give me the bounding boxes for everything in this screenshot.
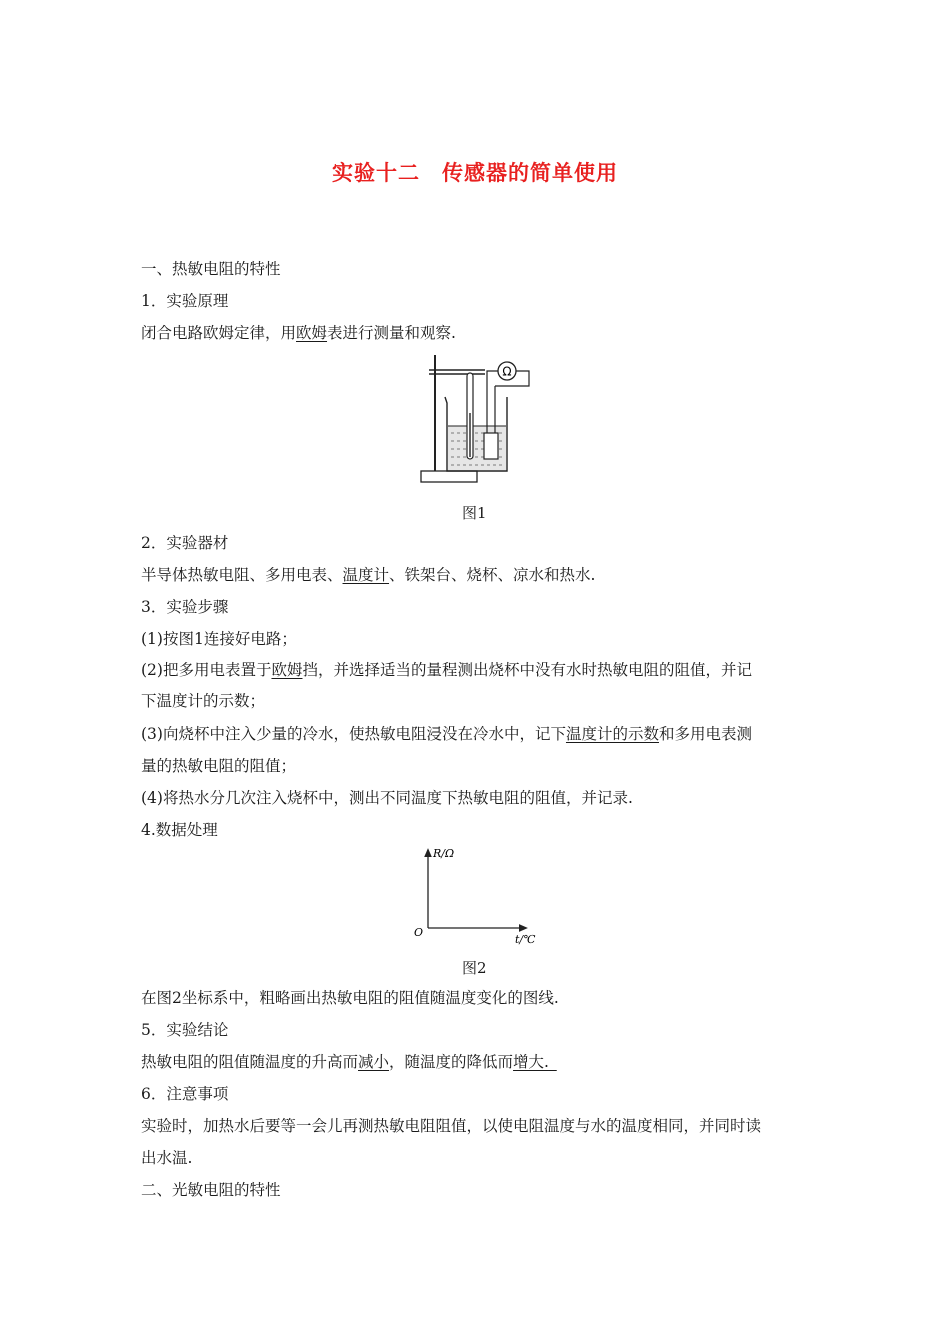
section2-heading: 二、光敏电阻的特性 xyxy=(141,1181,281,1199)
step-4: (4)将热水分几次注入烧杯中，测出不同温度下热敏电阻的阻值，并记录. xyxy=(141,789,633,807)
notes-line-2: 出水温. xyxy=(141,1149,193,1167)
conclusion-text: 热敏电阻的阻值随温度的升高而减小，随温度的降低而增大. xyxy=(141,1053,549,1071)
equipment-text: 半导体热敏电阻、多用电表、温度计、铁架台、烧杯、凉水和热水. xyxy=(141,566,596,584)
data-processing-text: 在图2坐标系中，粗略画出热敏电阻的阻值随温度变化的图线. xyxy=(141,989,559,1007)
figure-1-caption: 图1 xyxy=(462,504,487,522)
step-3: (3)向烧杯中注入少量的冷水，使热敏电阻浸没在冷水中，记下温度计的示数和多用电表测 xyxy=(141,725,752,743)
answer-blank: 温度计的示数 xyxy=(565,725,659,743)
ohm-symbol: Ω xyxy=(502,364,512,379)
conclusion-heading: 5．实验结论 xyxy=(141,1021,229,1039)
y-axis-label: R/Ω xyxy=(433,847,455,860)
step-2: (2)把多用电表置于欧姆挡，并选择适当的量程测出烧杯中没有水时热敏电阻的阻值，并记 xyxy=(141,661,752,679)
answer-blank: 增大. xyxy=(513,1053,549,1071)
page-title: 实验十二 传感器的简单使用 xyxy=(332,161,618,185)
figure-2-axes xyxy=(410,846,540,946)
answer-blank: 温度计 xyxy=(342,566,390,584)
step-3-continued: 量的热敏电阻的阻值； xyxy=(141,757,297,775)
origin-label: O xyxy=(414,926,424,939)
x-axis-label: t/℃ xyxy=(515,933,536,946)
step-1: (1)按图1连接好电路； xyxy=(141,630,297,648)
data-processing-heading: 4.数据处理 xyxy=(141,821,218,839)
principle-text: 闭合电路欧姆定律，用欧姆表进行测量和观察. xyxy=(141,324,456,342)
thermistor xyxy=(484,433,498,459)
answer-blank: 减小 xyxy=(358,1053,390,1071)
figure-1-apparatus xyxy=(415,353,535,488)
notes-line-1: 实验时，加热水后要等一会儿再测热敏电阻阻值，以使电阻温度与水的温度相同，并同时读 xyxy=(141,1117,762,1135)
steps-heading: 3．实验步骤 xyxy=(141,598,229,616)
section1-heading: 一、热敏电阻的特性 xyxy=(141,260,281,278)
answer-blank: 欧姆 xyxy=(296,324,328,342)
principle-heading: 1．实验原理 xyxy=(141,292,229,310)
equipment-heading: 2．实验器材 xyxy=(141,534,229,552)
stand-base xyxy=(421,471,477,482)
answer-blank: 欧姆 xyxy=(271,661,303,679)
notes-heading: 6．注意事项 xyxy=(141,1085,229,1103)
step-2-continued: 下温度计的示数； xyxy=(141,692,266,710)
figure-2-caption: 图2 xyxy=(462,959,487,977)
